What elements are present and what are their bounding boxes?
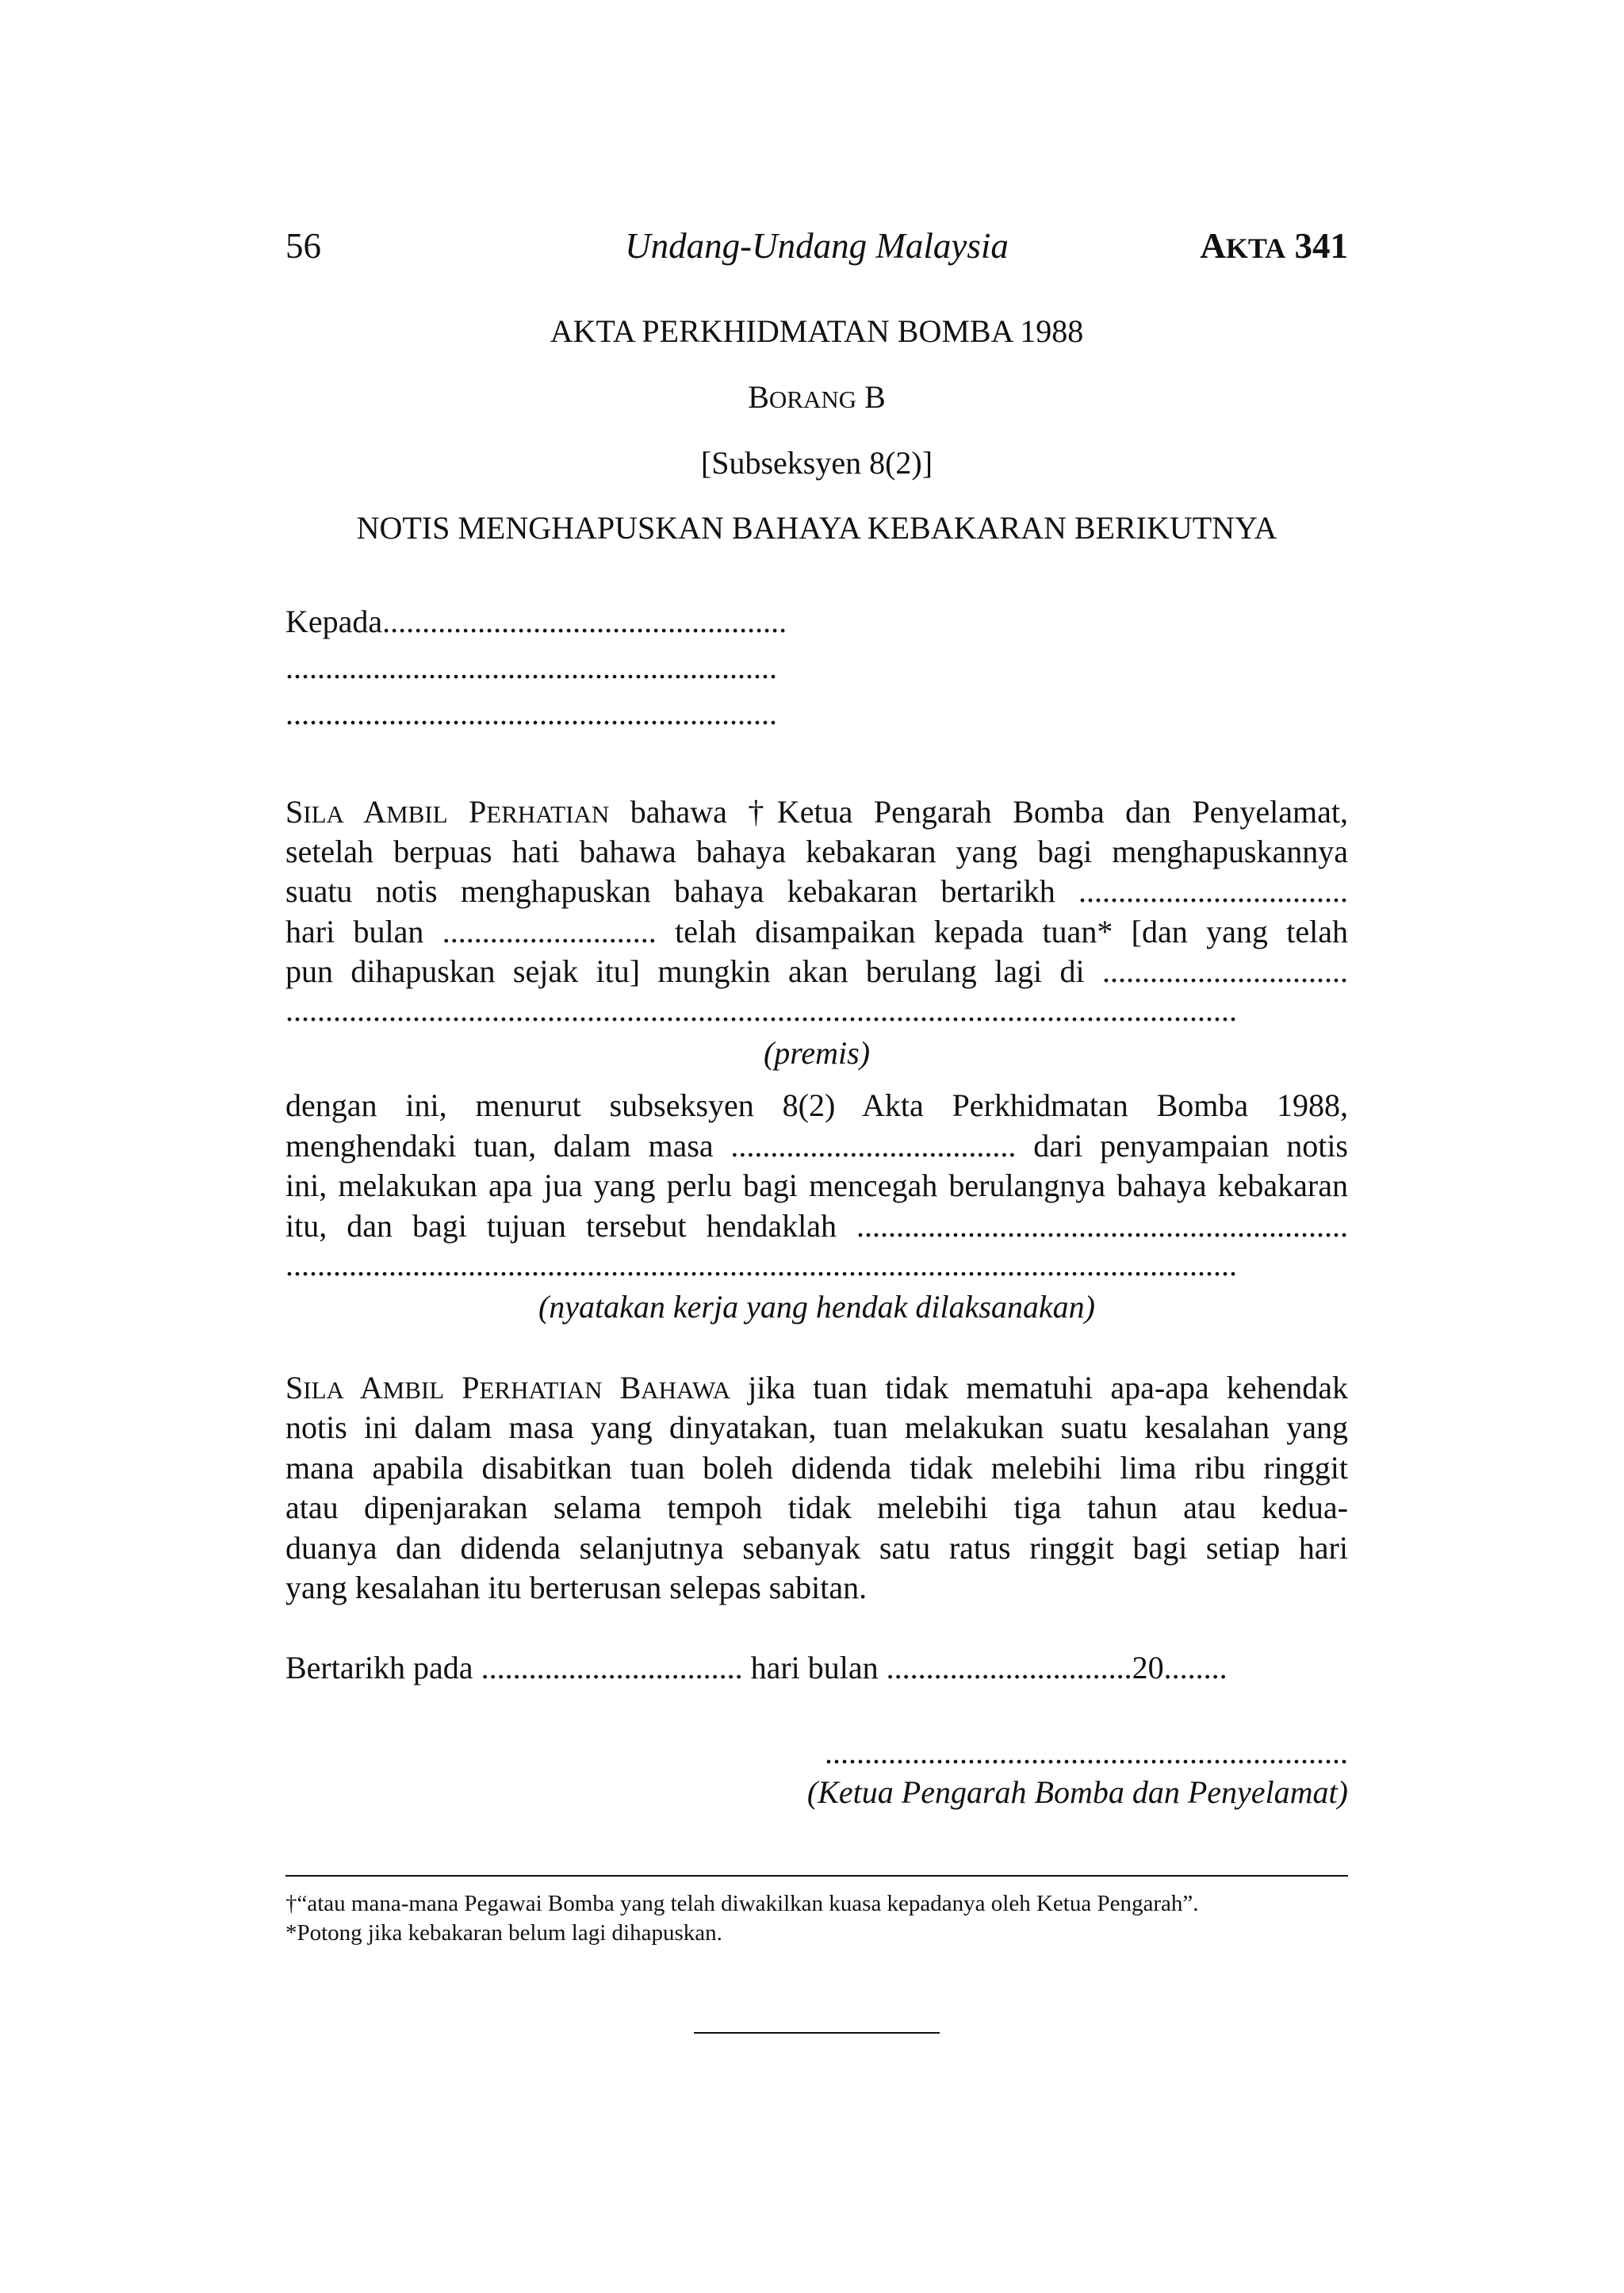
footnote-asterisk: *Potong jika kebakaran belum lagi dihapuskan. [285, 1920, 722, 1946]
para3-lead-s: S [285, 1370, 304, 1405]
act-title: AKTA PERKHIDMATAN BOMBA 1988 [550, 313, 1084, 349]
para3-line-3: mana apabila disabitkan tuan boleh didenda tidak melebihi lima ribu ringgit [285, 1450, 1348, 1486]
footnote-dagger: †“atau mana-mana Pegawai Bomba yang telah diwakilkan kuasa kepadanya oleh Ketua Pengarah”. [285, 1891, 1199, 1916]
footnote-rule [285, 1875, 1348, 1877]
para3-lead-a: A [343, 1370, 383, 1405]
para3-line-5: duanya dan didenda selanjutnya sebanyak satu ratus ringgit bagi setiap hari [285, 1530, 1348, 1566]
notice-title: NOTIS MENGHAPUSKAN BAHAYA KEBAKARAN BERIKUTNYA [356, 510, 1277, 546]
para3-line-2: notis ini dalam masa yang dinyatakan, tuan melakukan suatu kesalahan yang [285, 1409, 1348, 1445]
act-number [1200, 225, 1348, 266]
publication-title: Undang-Undang Malaysia [625, 226, 1009, 266]
para1-line-4: hari bulan ........................... telah disampaikan kepada tuan* [dan yang telah [285, 914, 1348, 949]
addressee-line-1: Kepada................................................... [285, 604, 787, 639]
subsection-reference: [Subseksyen 8(2)] [700, 445, 933, 481]
running-head [285, 225, 1348, 273]
act-prefix: A [1200, 226, 1226, 266]
signature-title: (Ketua Pengarah Bomba dan Penyelamat) [806, 1774, 1348, 1810]
para2-line-3: ini, melakukan apa jua yang perlu bagi mencegah berulangnya bahaya kebakaran [285, 1168, 1348, 1203]
form-label-suffix: B [856, 379, 886, 415]
para1-line-5: pun dihapuskan sejak itu] mungkin akan berulang lagi di ............................... [285, 953, 1348, 989]
premises-caption: (premis) [763, 1035, 871, 1071]
para3-lead-erhatian: ERHATIAN [479, 1376, 603, 1404]
para3-line-4: atau dipenjarakan selama tempoh tidak melebihi tiga tahun atau kedua- [285, 1490, 1348, 1525]
para3-lead-ahawa: AHAWA [641, 1376, 731, 1404]
para3-line-1-rest: jika tuan tidak mematuhi apa-apa kehendak [730, 1370, 1348, 1405]
para2-line-1: dengan ini, menurut subseksyen 8(2) Akta Perkhidmatan Bomba 1988, [285, 1087, 1348, 1123]
signature-dots: .................................................................. [825, 1735, 1348, 1770]
para3-lead-p: P [444, 1370, 480, 1405]
act-num: 341 [1285, 226, 1348, 266]
dated-line: Bertarikh pada ................................. hari bulan ...............................20........ [285, 1650, 1228, 1685]
para3-line-6: yang kesalahan itu berterusan selepas sabitan. [285, 1570, 868, 1605]
para2-line-4: itu, dan bagi tujuan tersebut hendaklah .............................................................. [285, 1208, 1348, 1244]
para1-lead-a: A [343, 794, 387, 830]
work-caption: (nyatakan kerja yang hendak dilaksanakan) [538, 1289, 1095, 1325]
para1-line-6: ........................................................................................................................ [285, 992, 1237, 1028]
para1-lead-p: P [447, 794, 487, 830]
para3-line-1 [285, 1369, 1348, 1406]
para2-line-2: menghendaki tuan, dalam masa .................................... dari penyampaian notis [285, 1128, 1348, 1164]
form-label [285, 378, 1348, 416]
para3-lead-ila: ILA [303, 1376, 344, 1404]
para1-line-1-rest: bahawa †Ketua Pengarah Bomba dan Penyelamat, [609, 794, 1348, 830]
para1-line-3: suatu notis menghapuskan bahaya kebakaran bertarikh .................................. [285, 873, 1348, 909]
document-page [285, 0, 1348, 2293]
addressee-line-2: .............................................................. [285, 650, 777, 685]
page-number: 56 [285, 226, 321, 266]
para2-line-5: ........................................................................................................................ [285, 1247, 1237, 1283]
para1-line-2: setelah berpuas hati bahawa bahaya kebakaran yang bagi menghapuskannya [285, 834, 1348, 869]
para1-lead-ila: ILA [303, 800, 344, 828]
para1-lead-mbil: MBIL [386, 800, 448, 828]
para1-lead-s: S [285, 794, 304, 830]
form-label-initial: B [748, 379, 769, 415]
para3-lead-b: B [602, 1370, 642, 1405]
para1-lead-erhatian: ERHATIAN [486, 800, 610, 828]
addressee-line-3: .............................................................. [285, 696, 777, 731]
para1-line-1 [285, 793, 1348, 830]
para3-lead-mbil: MBIL [382, 1376, 445, 1404]
form-label-smallcaps: ORANG [768, 385, 857, 413]
act-smallcaps: KTA [1225, 232, 1286, 264]
end-rule [694, 2032, 940, 2034]
